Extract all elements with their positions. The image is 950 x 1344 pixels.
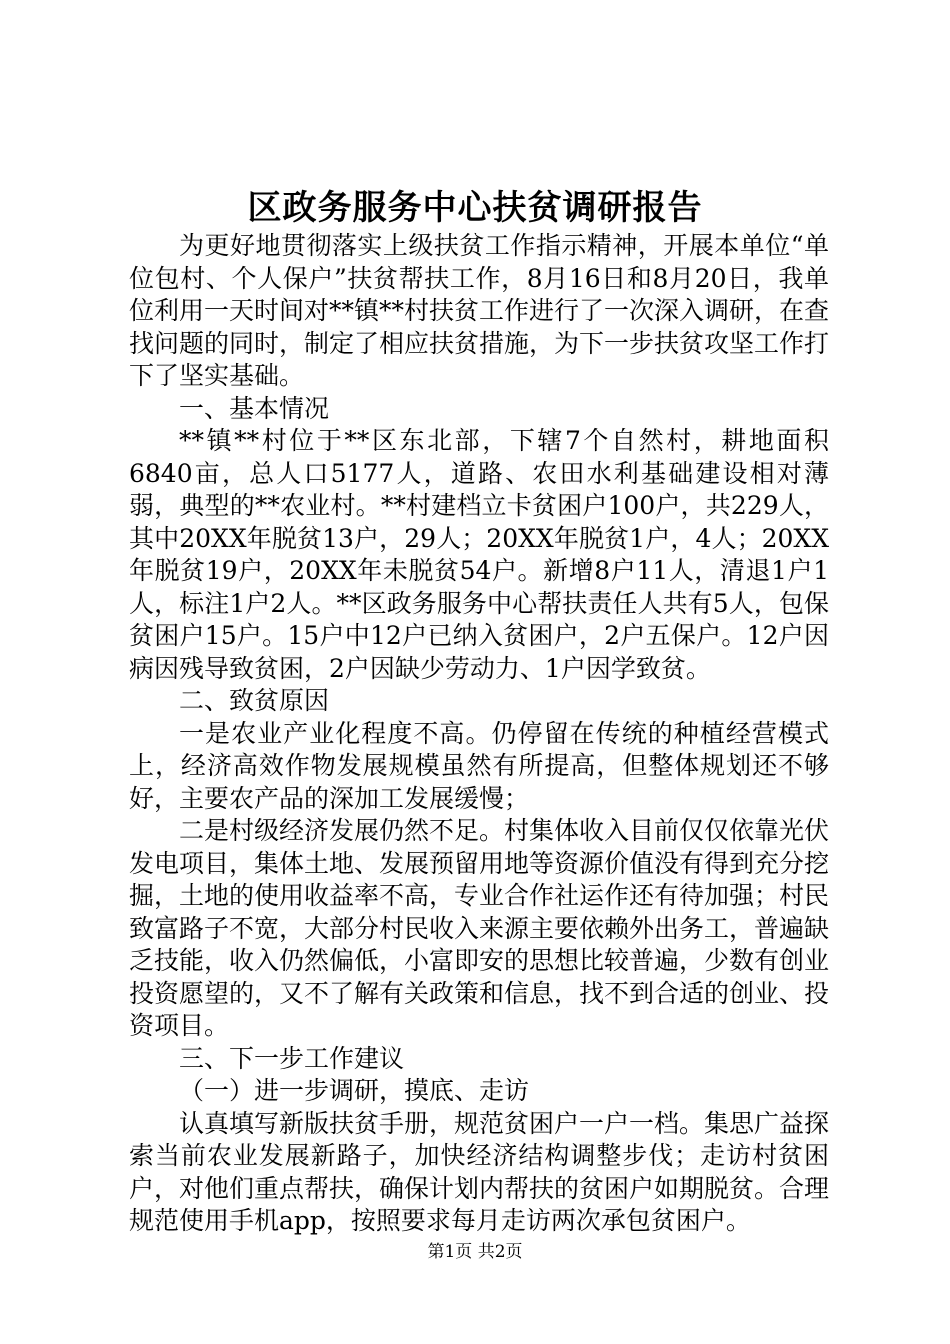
heading-poverty-causes: 二、致贫原因 [179, 686, 330, 715]
document-body [129, 230, 829, 1238]
heading-next-steps: 三、下一步工作建议 [179, 1043, 405, 1073]
paragraph-cause-two: 二是村级经济发展仍然不足。村集体收入目前仅仅依靠光伏发电项目，集体土地、发展预留用地等资源价值没有得到充分挖掘，土地的使用收益率不高，专业合作社运作还有待加强；村民致富路子不宽，大部分村民收入来源主要依赖外出务工，普遍缺乏技能，收入仍然偏低，小富即安的思想比较普遍，少数有创业投资愿望的，又不了解有关政策和信息，找不到合适的创业、投资项目。 [129, 816, 830, 1040]
paragraph-cause-one: 一是农业产业化程度不高。仍停留在传统的种植经营模式上，经济高效作物发展规模虽然有所提高，但整体规划还不够好，主要农产品的深加工发展缓慢； [129, 718, 829, 813]
paragraph-basic-situation: **镇**村位于**区东北部，下辖7个自然村，耕地面积6840亩，总人口5177人，道路、农田水利基础建设相对薄弱，典型的**农业村。**村建档立卡贫困户100户，共229人，其中20XX年脱贫13户，29人；20XX年脱贫1户，4人；20XX年脱贫19户，20XX年未脱贫54户。新增8户11人，清退1户1人，标注1户2人。**区政务服务中心帮扶责任人共有5人，包保贫困户15户。15户中12户已纳入贫困户，2户五保户。12户因病因残导致贫困，2户因缺少劳动力、1户因学致贫。 [129, 426, 829, 683]
subheading-research: （一）进一步调研，摸底、走访 [179, 1076, 530, 1105]
paragraph-research: 认真填写新版扶贫手册，规范贫困户一户一档。集思广益探索当前农业发展新路子，加快经济结构调整步伐；走访村贫困户，对他们重点帮扶，确保计划内帮扶的贫困户如期脱贫。合理规范使用手机app，按照要求每月走访两次承包贫困户。 [129, 1108, 830, 1235]
heading-basic-situation: 一、基本情况 [179, 393, 330, 423]
page-footer: 第1页 共2页 [427, 1242, 523, 1262]
document-title: 区政务服务中心扶贫调研报告 [247, 188, 703, 228]
paragraph-intro: 为更好地贯彻落实上级扶贫工作指示精神，开展本单位“单位包村、个人保户”扶贫帮扶工作，8月16日和8月20日，我单位利用一天时间对**镇**村扶贫工作进行了一次深入调研，在查找问题的同时，制定了相应扶贫措施，为下一步扶贫攻坚工作打下了坚实基础。 [129, 231, 830, 390]
